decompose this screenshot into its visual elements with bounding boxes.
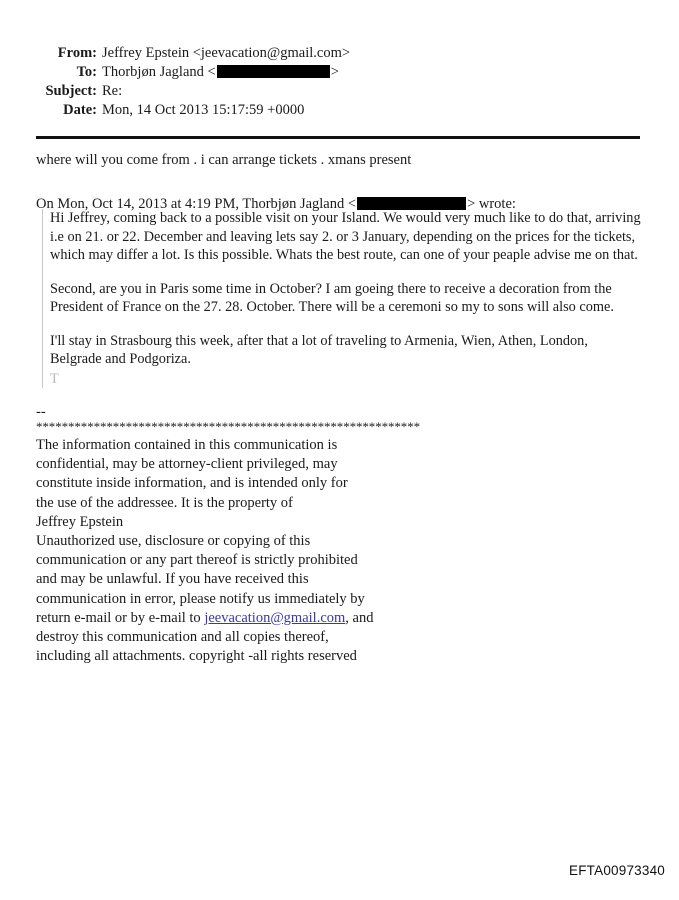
signature-dash-line: -- [36,404,46,420]
disclaimer-line: confidential, may be attorney-client privileged, may [36,456,338,473]
from-label: From: [57,45,97,61]
redaction-bar-to [217,65,330,78]
disclaimer-line: destroy this communication and all copies thereof, [36,629,329,646]
header-row-date [0,101,679,120]
disclaimer-line: The information contained in this communication is [36,437,338,453]
date-value: Mon, 14 Oct 2013 15:17:59 +0000 [102,102,305,118]
email-header [0,44,679,120]
header-row-from [0,44,679,63]
quoted-paragraph: I'll stay in Strasbourg this week, after that a lot of traveling to Armenia, Wien, Athen, London, Belgrade and Podgoriza. [50,332,588,367]
quoted-paragraph: Hi Jeffrey, coming back to a possible visit on your Island. We would very much like to do that, arriving i.e on 21. or 22. December and leaving lets say 2. or 3 January, depending on the prices for the tickets, which may differ a lot. Is this possible. Whats the best route, can one of your peaple advise me on that. [50,210,641,263]
asterisk-divider-line: ************************************************************ [36,419,421,434]
header-separator-rule [36,136,640,139]
to-label: To: [76,64,97,80]
subject-value: Re: [102,83,123,99]
header-row-to [0,63,679,82]
disclaimer-line: including all attachments. copyright -all rights reserved [36,648,357,665]
disclaimer-line: communication or any part thereof is strictly prohibited [36,552,358,569]
to-recipient-name: Thorbjøn Jagland < [102,64,216,80]
faint-trailing-character: T [50,370,59,387]
subject-label: Subject: [45,83,97,99]
quoted-message-block [42,209,642,388]
quote-attribution-suffix: > wrote: [467,196,516,212]
disclaimer-line: communication in error, please notify us immediately by [36,590,365,607]
bates-number-stamp: EFTA00973340 [569,863,665,878]
disclaimer-line-with-link [36,609,456,628]
date-label: Date: [63,102,97,118]
disclaimer-line: the use of the addressee. It is the property of [36,494,293,511]
to-bracket-close: > [330,64,339,80]
header-row-subject [0,82,679,101]
link-line-suffix: , and [345,609,374,626]
disclaimer-line: Unauthorized use, disclosure or copying of this [36,533,311,550]
email-address-link[interactable]: jeevacation@gmail.com [204,609,346,626]
quote-attribution-prefix: On Mon, Oct 14, 2013 at 4:19 PM, Thorbjøn Jagland < [36,196,357,212]
disclaimer-line: Jeffrey Epstein [36,513,124,530]
from-value: Jeffrey Epstein <jeevacation@gmail.com> [102,45,351,61]
quoted-paragraph: Second, are you in Paris some time in October? I am goeing there to receive a decoration from the President of France on the 27. 28. October. There will be a ceremoni so my to sons will also come. [50,280,614,315]
to-value [102,63,679,82]
disclaimer-line: constitute inside information, and is intended only for [36,475,348,492]
link-line-prefix: return e-mail or by e-mail to [36,609,205,626]
disclaimer-text [36,436,456,666]
confidentiality-disclaimer [36,405,456,666]
disclaimer-line: and may be unlawful. If you have received this [36,571,309,588]
reply-message-text: where will you come from . i can arrange tickets . xmans present [36,152,412,168]
